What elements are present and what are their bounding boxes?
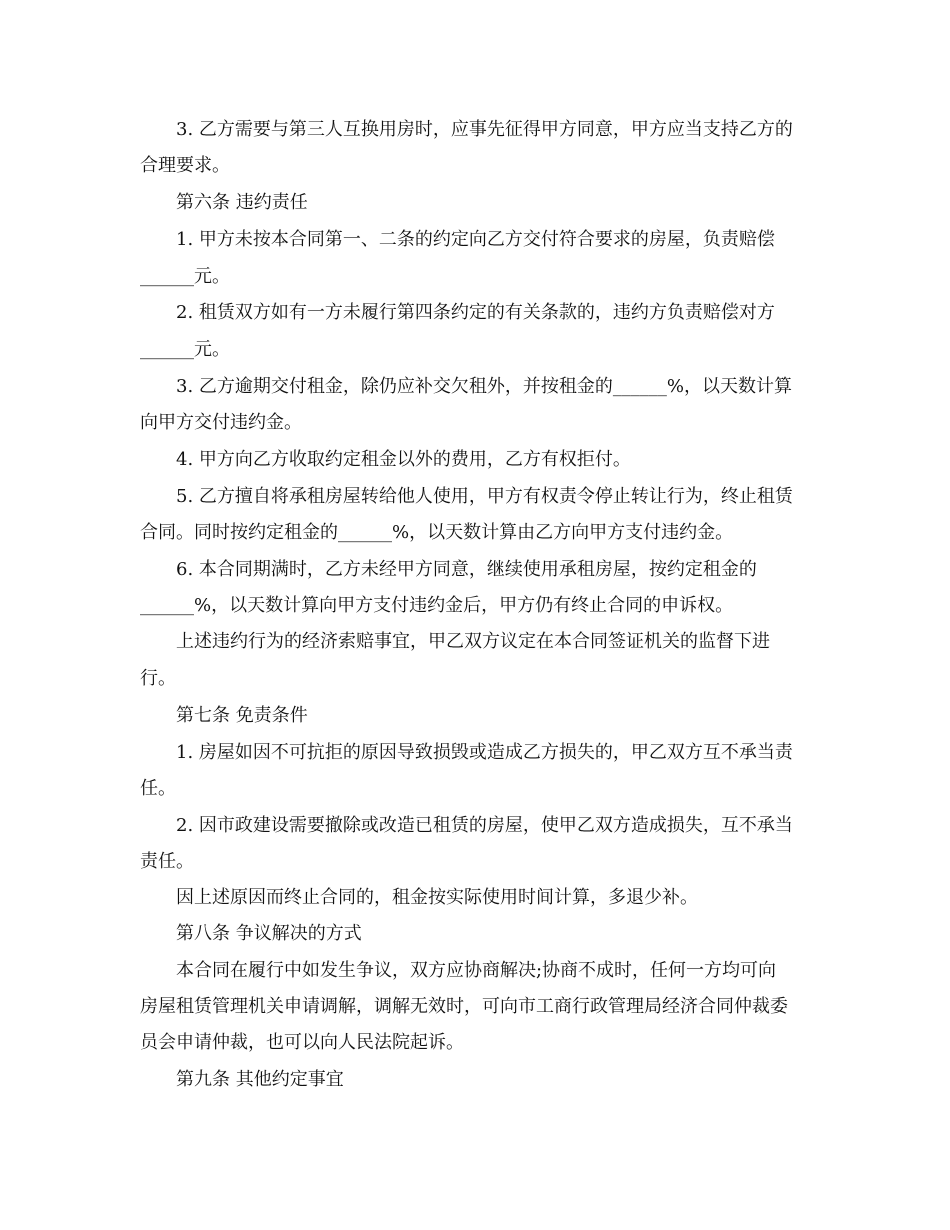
clause-8-heading: 第八条 争议解决的方式	[176, 923, 362, 944]
clause-6-item-6: 6. 本合同期满时，乙方未经甲方同意，继续使用承租房屋，按约定租金的	[176, 559, 757, 580]
clause-8-body-cont-1: 房屋租赁管理机关申请调解，调解无效时，可向市工商行政管理局经济合同仲裁委	[140, 996, 788, 1017]
clause-7-item-2: 2. 因市政建设需要撤除或改造已租赁的房屋，使甲乙双方造成损失，互不承当	[176, 815, 793, 836]
clause-6-item-5: 5. 乙方擅自将承租房屋转给他人使用，甲方有权责令停止转让行为，终止租赁	[176, 486, 793, 507]
clause-8-body: 本合同在履行中如发生争议，双方应协商解决;协商不成时，任何一方均可向	[176, 960, 777, 981]
clause-7-heading: 第七条 免责条件	[176, 705, 308, 726]
clause-7-note: 因上述原因而终止合同的，租金按实际使用时间计算，多退少补。	[176, 887, 698, 908]
clause-6-item-3: 3. 乙方逾期交付租金，除仍应补交欠租外，并按租金的______%，以天数计算	[176, 376, 792, 397]
clause-7-item-1-cont: 任。	[140, 778, 176, 799]
clause-6-item-6-cont: ______%，以天数计算向甲方支付违约金后，甲方仍有终止合同的申诉权。	[140, 595, 734, 616]
clause-6-item-1: 1. 甲方未按本合同第一、二条的约定向乙方交付符合要求的房屋，负责赔偿	[176, 229, 775, 250]
clause-6-item-2-cont: ______元。	[140, 339, 230, 360]
clause-6-item-2: 2. 租赁双方如有一方未履行第四条约定的有关条款的，违约方负责赔偿对方	[176, 302, 775, 323]
clause-6-item-5-cont: 合同。同时按约定租金的______%，以天数计算由乙方向甲方支付违约金。	[140, 522, 734, 543]
clause-6-item-1-cont: ______元。	[140, 266, 230, 287]
clause-9-heading: 第九条 其他约定事宜	[176, 1069, 344, 1090]
clause-6-note-cont: 行。	[140, 668, 176, 689]
clause-7-item-1: 1. 房屋如因不可抗拒的原因导致损毁或造成乙方损失的，甲乙双方互不承当责	[176, 742, 793, 763]
clause-7-item-2-cont: 责任。	[140, 851, 194, 872]
clause-5-item-3-cont: 合理要求。	[140, 155, 230, 176]
clause-6-heading: 第六条 违约责任	[176, 192, 308, 213]
clause-6-item-4: 4. 甲方向乙方收取约定租金以外的费用，乙方有权拒付。	[176, 449, 631, 470]
clause-8-body-cont-2: 员会申请仲裁，也可以向人民法院起诉。	[140, 1032, 464, 1053]
clause-5-item-3: 3. 乙方需要与第三人互换用房时，应事先征得甲方同意，甲方应当支持乙方的	[176, 119, 793, 140]
clause-6-item-3-cont: 向甲方交付违约金。	[140, 412, 302, 433]
clause-6-note: 上述违约行为的经济索赔事宜，甲乙双方议定在本合同签证机关的监督下进	[176, 631, 770, 652]
